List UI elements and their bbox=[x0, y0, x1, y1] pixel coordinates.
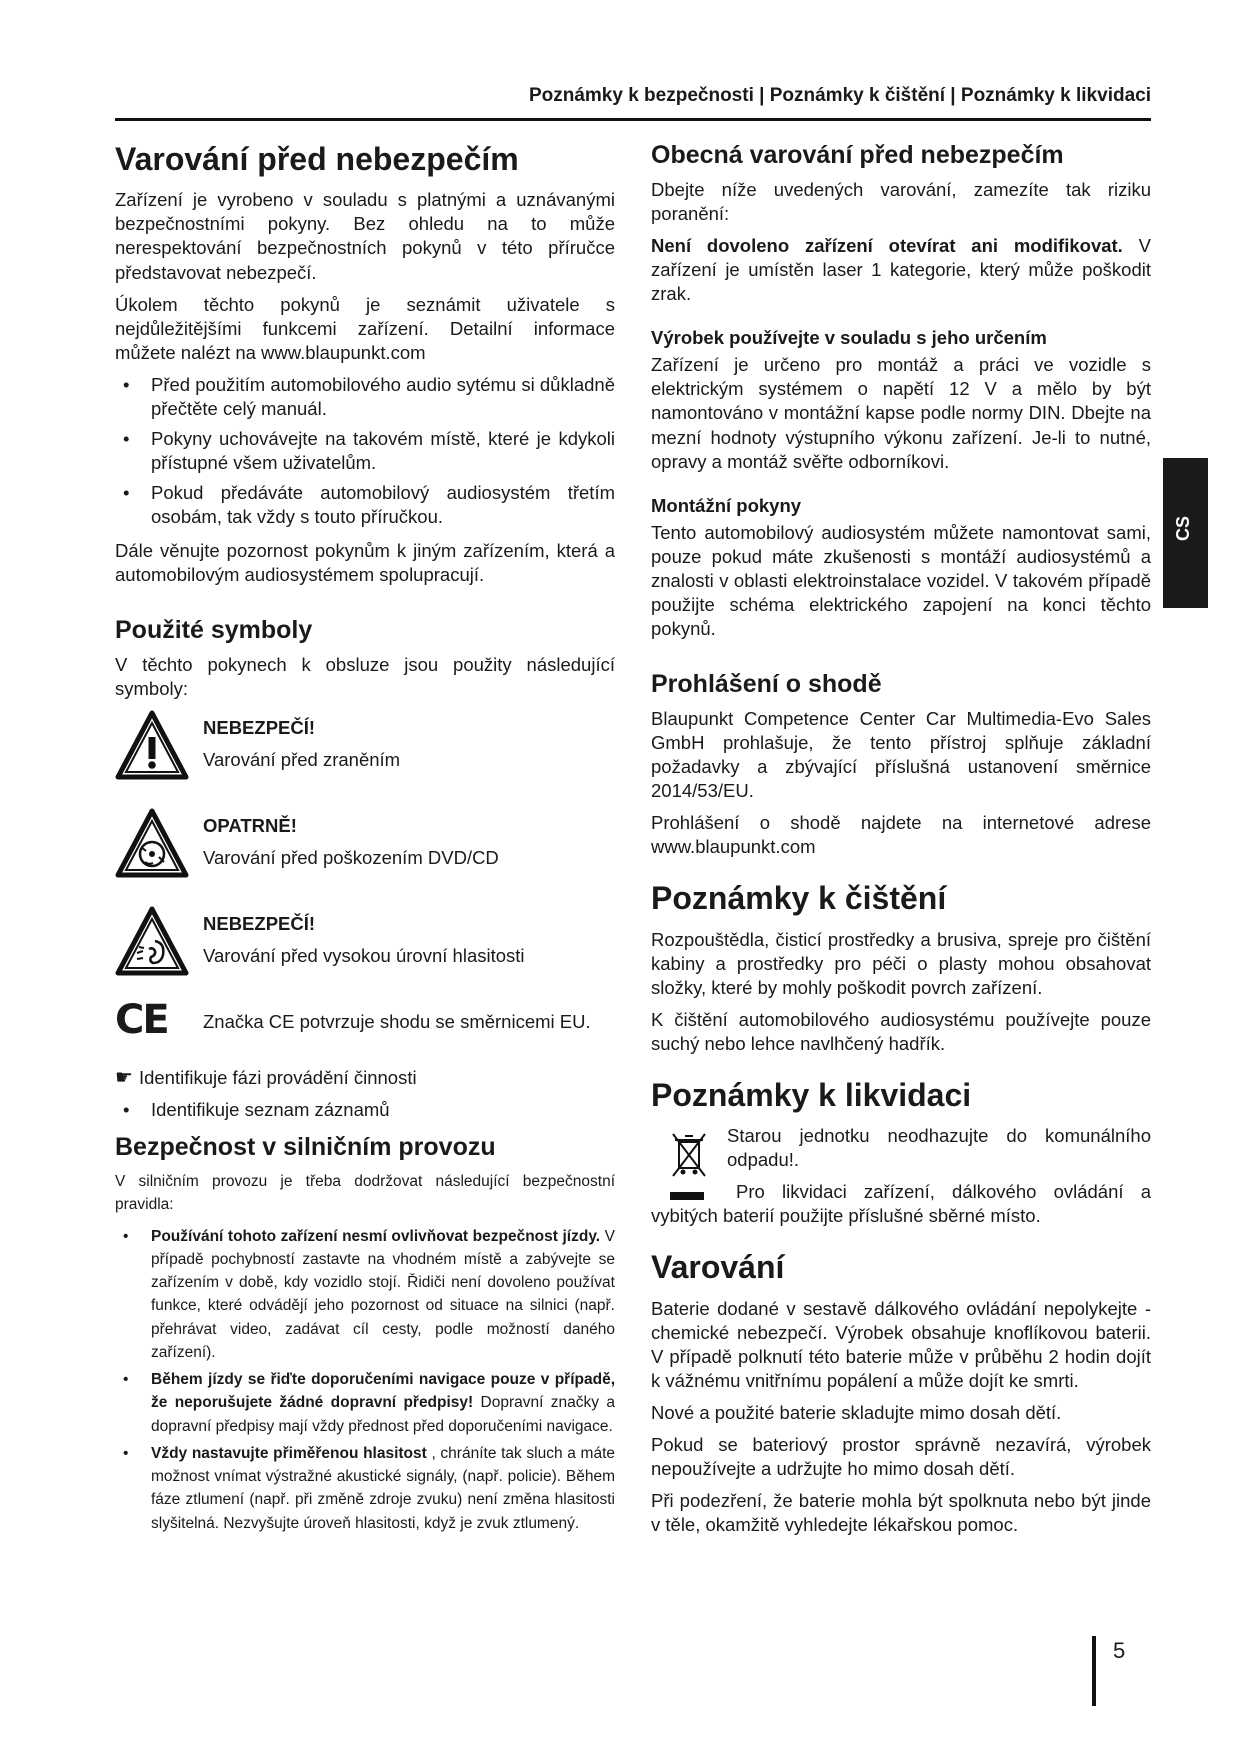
disposal-paragraph-2: Pro likvidaci zařízení, dálkového ovládání a vybitých baterií použijte příslušné sběrné místo. bbox=[651, 1181, 1151, 1227]
page-number-rule bbox=[1092, 1636, 1096, 1706]
mounting-text: Tento automobilový audiosystém můžete namontovat sami, pouze pokud máte zkušenosti s montáží audiosystémů a znalosti v oblasti elektroinstalace vozidel. V takovém případě použijte schéma elektrického zapojení na konci těchto pokynů. bbox=[651, 521, 1151, 639]
left-column bbox=[115, 140, 615, 1545]
warning-heading: Varování před nebezpečím bbox=[115, 141, 519, 177]
rule-text: , chráníte tak sluch a máte možnost vnímat výstražné akustické signály, (např. policie). Během fáze ztlumení (např. při změně zdroje zvuku) není změna hlasitosti slyšitelná. Nezvyšujte úroveň hlasitosti, když je zvuk ztlumený. bbox=[151, 1444, 615, 1532]
road-safety-intro: V silničním provozu je třeba dodržovat následující bezpečnostní pravidla: bbox=[115, 1173, 615, 1214]
step-description: Identifikuje fázi provádění činnosti bbox=[138, 1067, 417, 1089]
road-safety-list bbox=[115, 1225, 615, 1535]
rule-bold: Používání tohoto zařízení nesmí ovlivňovat bezpečnost jízdy. bbox=[151, 1227, 601, 1245]
list-item bbox=[115, 1442, 615, 1535]
varovani-heading: Varování bbox=[651, 1249, 785, 1286]
varovani-paragraph-3: Pokud se bateriový prostor správně nezavírá, výrobek nepoužívejte a udržujte ho mimo dosah dětí. bbox=[651, 1434, 1151, 1480]
warning-paragraph-3: Dále věnujte pozornost pokynům k jiným zařízením, která a automobilovým audiosystémem spolupracují. bbox=[115, 540, 615, 586]
cleaning-heading: Poznámky k čištění bbox=[651, 880, 947, 917]
varovani-paragraph-4: Při podezření, že baterie mohla být spolknuta nebo být jinde v těle, okamžitě vyhledejte lékařskou pomoc. bbox=[651, 1490, 1151, 1536]
symbol-title: NEBEZPEČÍ! bbox=[203, 913, 316, 935]
page-number: 5 bbox=[1113, 1638, 1126, 1663]
conformity-heading: Prohlášení o shodě bbox=[651, 669, 882, 698]
symbols-intro: V těchto pokynech k obsluze jsou použity následující symboly: bbox=[115, 654, 615, 700]
symbol-description: Varování před vysokou úrovní hlasitosti bbox=[203, 945, 525, 967]
mounting-heading: Montážní pokyny bbox=[651, 494, 802, 516]
open-device-warning bbox=[651, 234, 1151, 306]
ce-mark-icon: CE bbox=[115, 997, 168, 1044]
symbol-title: NEBEZPEČÍ! bbox=[203, 717, 316, 739]
varovani-paragraph-1: Baterie dodané v sestavě dálkového ovládání nepolykejte - chemické nebezpečí. Výrobek obsahuje knoflíkovou baterii. V případě polknutí této baterie může v průběhu 2 hodin dojít k vážnému vnitřnímu popálení a může dojít ke smrti. bbox=[651, 1297, 1151, 1391]
page-header: Poznámky k bezpečnosti | Poznámky k čištění | Poznámky k likvidaci bbox=[528, 85, 1151, 106]
symbol-volume bbox=[115, 905, 615, 997]
list-description: • Identifikuje seznam záznamů bbox=[115, 1098, 615, 1122]
language-tab bbox=[1163, 458, 1208, 608]
conformity-paragraph-1: Blaupunkt Competence Center Car Multimedia-Evo Sales GmbH prohlašuje, že tento přístroj splňuje základní požadavky a zbývající příslušná ustanovení směrnice 2014/53/EU. bbox=[651, 707, 1151, 802]
list-symbol-row bbox=[115, 1098, 615, 1122]
header-rule bbox=[115, 118, 1151, 121]
warning-list bbox=[115, 373, 615, 529]
disposal-block bbox=[651, 1124, 1151, 1228]
symbols-heading: Použité symboly bbox=[115, 616, 313, 645]
list-item: • Pokyny uchovávejte na takovém místě, které je kdykoli přístupné všem uživatelům. bbox=[115, 427, 615, 475]
symbol-description: Varování před zraněním bbox=[203, 749, 401, 771]
symbol-description: Varování před poškozením DVD/CD bbox=[203, 847, 499, 869]
rule-text: V případě pochybností zastavte na vhodném místě a zabývejte se zařízením v době, kdy vozidlo stojí. Řidiči není dovoleno používat funkce, které odvádějí jeho pozornost od situace na silnici (např. přehrávat video, zadávat cíl cesty, podle možností daného zařízení). bbox=[151, 1227, 615, 1361]
disposal-paragraph-1: Starou jednotku neodhazujte do komunálního odpadu!. bbox=[727, 1125, 1151, 1171]
intended-use-text: Zařízení je určeno pro montáž a práci ve vozidle s elektrickým systémem o napětí 12 V a mělo by být namontováno v montážní kapse podle normy DIN. Dbejte na mezní hodnoty výstupního výkonu zařízení. Je-li to nutné, opravy a montáž svěřte odborníkovi. bbox=[651, 354, 1151, 472]
list-item bbox=[115, 1225, 615, 1365]
ce-symbol-row bbox=[115, 997, 615, 1055]
pointing-hand-icon: ☛ bbox=[115, 1067, 133, 1090]
general-warnings-intro: Dbejte níže uvedených varování, zamezíte tak riziku poranění: bbox=[651, 179, 1151, 225]
rule-text: Dopravní značky a dopravní předpisy mají vždy přednost před doporučeními navigace. bbox=[151, 1394, 615, 1435]
symbol-title: OPATRNĚ! bbox=[203, 815, 297, 837]
conformity-paragraph-2: Prohlášení o shodě najdete na internetové adrese www.blaupunkt.com bbox=[651, 812, 1151, 858]
disc-damage-warning-icon bbox=[115, 807, 189, 881]
right-column bbox=[651, 140, 1151, 1545]
list-item: • Před použitím automobilového audio sytému si důkladně přečtěte celý manuál. bbox=[115, 373, 615, 421]
rule-bold: Vždy nastavujte přiměřenou hlasitost bbox=[151, 1444, 427, 1462]
varovani-paragraph-2: Nové a použité baterie skladujte mimo dosah dětí. bbox=[651, 1402, 1062, 1424]
list-item: • Pokud předáváte automobilový audiosystém třetím osobám, tak vždy s touto příručkou. bbox=[115, 481, 615, 529]
warning-triangle-icon bbox=[115, 709, 189, 783]
bin-underline bbox=[670, 1192, 704, 1200]
warning-paragraph-1: Zařízení je vyrobeno v souladu s platnými a uznávanými bezpečnostními pokyny. Bez ohledu na to může nerespektování bezpečnostních pokynů v této příručce představovat nebezpečí. bbox=[115, 189, 615, 283]
list-item bbox=[115, 1368, 615, 1438]
rule-bold: Během jízdy se řiďte doporučeními navigace pouze v případě, že neporušujete žádné dopravní předpisy! bbox=[151, 1371, 615, 1412]
intended-use-heading: Výrobek používejte v souladu s jeho určením bbox=[651, 327, 1047, 349]
language-tab-label: CS bbox=[1173, 515, 1194, 542]
symbol-caution bbox=[115, 807, 615, 899]
symbol-danger bbox=[115, 709, 615, 801]
high-volume-warning-icon bbox=[115, 905, 189, 979]
road-safety-heading: Bezpečnost v silničním provozu bbox=[115, 1133, 496, 1162]
warning-paragraph-2: Úkolem těchto pokynů je seznámit uživatele s nejdůležitějšími funkcemi zařízení. Detailní informace můžete nalézt na www.blaupunkt.com bbox=[115, 293, 615, 363]
step-symbol-row bbox=[115, 1065, 615, 1090]
crossed-bin-icon bbox=[669, 1128, 709, 1188]
cleaning-paragraph-1: Rozpouštědla, čisticí prostředky a brusiva, spreje pro čištění kabiny a prostředky pro péči o plasty mohou obsahovat složky, které by mohly poškodit povrch zařízení. bbox=[651, 928, 1151, 998]
cleaning-paragraph-2: K čištění automobilového audiosystému používejte pouze suchý nebo lehce navlhčený hadřík. bbox=[651, 1008, 1151, 1054]
ce-description: Značka CE potvrzuje shodu se směrnicemi EU. bbox=[203, 1011, 591, 1033]
general-warnings-heading: Obecná varování před nebezpečím bbox=[651, 141, 1064, 169]
disposal-heading: Poznámky k likvidaci bbox=[651, 1076, 972, 1113]
open-device-bold: Není dovoleno zařízení otevírat ani modifikovat. bbox=[651, 235, 1123, 257]
open-device-text: V zařízení je umístěn laser 1 kategorie, který může poškodit zrak. bbox=[651, 235, 1151, 305]
